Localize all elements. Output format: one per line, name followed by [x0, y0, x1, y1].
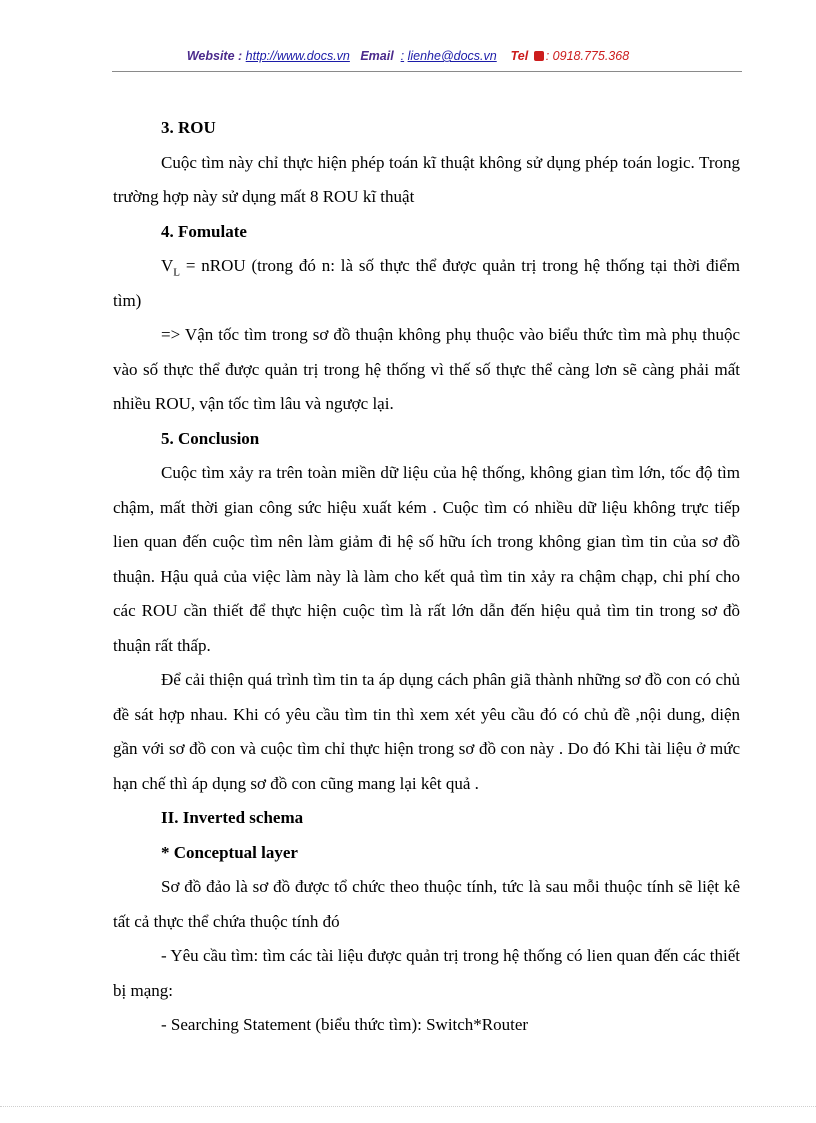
email-link[interactable]: lienhe@docs.vn — [407, 49, 497, 63]
paragraph-conclusion-2: Để cải thiện quá trình tìm tin ta áp dụng cách phân giã thành những sơ đồ con có chủ đề sát hợp nhau. Khi có yêu cầu tìm tin thì xem xét yêu cầu đó có chủ đề ,nội dung, diện gần với sơ đồ con và cuộc tìm chỉ thực hiện trong sơ đồ con này . Do đó Khi tài liệu ở mức hạn chế thì áp dụng sơ đồ con cũng mang lại kêt quả . — [113, 670, 740, 793]
email-label: Email — [360, 49, 394, 63]
section-heading-inverted: II. Inverted schema — [161, 808, 304, 827]
formula-subscript: L — [173, 266, 181, 279]
tel-value: : 0918.775.368 — [545, 49, 630, 63]
tel-label: Tel — [510, 49, 529, 63]
website-link[interactable]: http://www.docs.vn — [245, 49, 350, 63]
phone-icon — [534, 51, 544, 61]
website-label: Website : — [186, 49, 243, 63]
page-header — [0, 49, 816, 63]
paragraph-inverted: Sơ đồ đảo là sơ đồ được tổ chức theo thuộc tính, tức là sau mỗi thuộc tính sẽ liệt kê tất cả thực thể chứa thuộc tính đó — [113, 877, 740, 931]
document-body — [113, 111, 740, 1043]
formula-text: = nROU (trong đó n: là số thực thể được quản trị trong hệ thống tại thời điểm tìm) — [113, 256, 740, 310]
paragraph-rou: Cuộc tìm này chỉ thực hiện phép toán kĩ thuật không sử dụng phép toán logic. Trong trường hợp này sử dụng mất 8 ROU kĩ thuật — [113, 152, 740, 206]
paragraph-request: - Yêu cầu tìm: tìm các tài liệu được quản trị trong hệ thống có lien quan đến các thiết bị mạng: — [113, 946, 740, 1000]
footer-divider — [0, 1106, 816, 1107]
section-heading-rou: 3. ROU — [161, 118, 216, 137]
email-separator: : — [400, 49, 405, 63]
header-divider — [112, 71, 742, 72]
section-heading-formulate: 4. Fomulate — [161, 221, 247, 241]
paragraph-formula — [113, 249, 740, 318]
paragraph-consequence: => Vận tốc tìm trong sơ đồ thuận không phụ thuộc vào biểu thức tìm mà phụ thuộc vào số thực thể được quản trị trong hệ thống vì thế số thực thể càng lơn sẽ càng phải mất nhiều ROU, vận tốc tìm lâu và ngược lại. — [113, 325, 740, 413]
section-heading-conclusion: 5. Conclusion — [161, 428, 260, 448]
paragraph-conclusion-1: Cuộc tìm xảy ra trên toàn miền dữ liệu của hệ thống, không gian tìm lớn, tốc độ tìm chậm, mất thời gian công sức hiệu xuất kém . Cuộc tìm có nhiều dữ liệu không trực tiếp lien quan đến cuộc tìm nên làm giảm đi hệ số hữu ích trong không gian tìm tin của sơ đồ thuận. Hậu quả của việc làm này là làm cho kết quả tìm tin xảy ra chậm chạp, chi phí cho các ROU cần thiết để thực hiện cuộc tìm là rất lớn dẫn đến hiệu quả tìm tin trong sơ đồ thuận rất thấp. — [113, 463, 740, 655]
paragraph-searching-statement: - Searching Statement (biểu thức tìm): Switch*Router — [161, 1015, 529, 1034]
section-heading-conceptual: * Conceptual layer — [161, 842, 298, 862]
formula-v: V — [161, 256, 174, 275]
